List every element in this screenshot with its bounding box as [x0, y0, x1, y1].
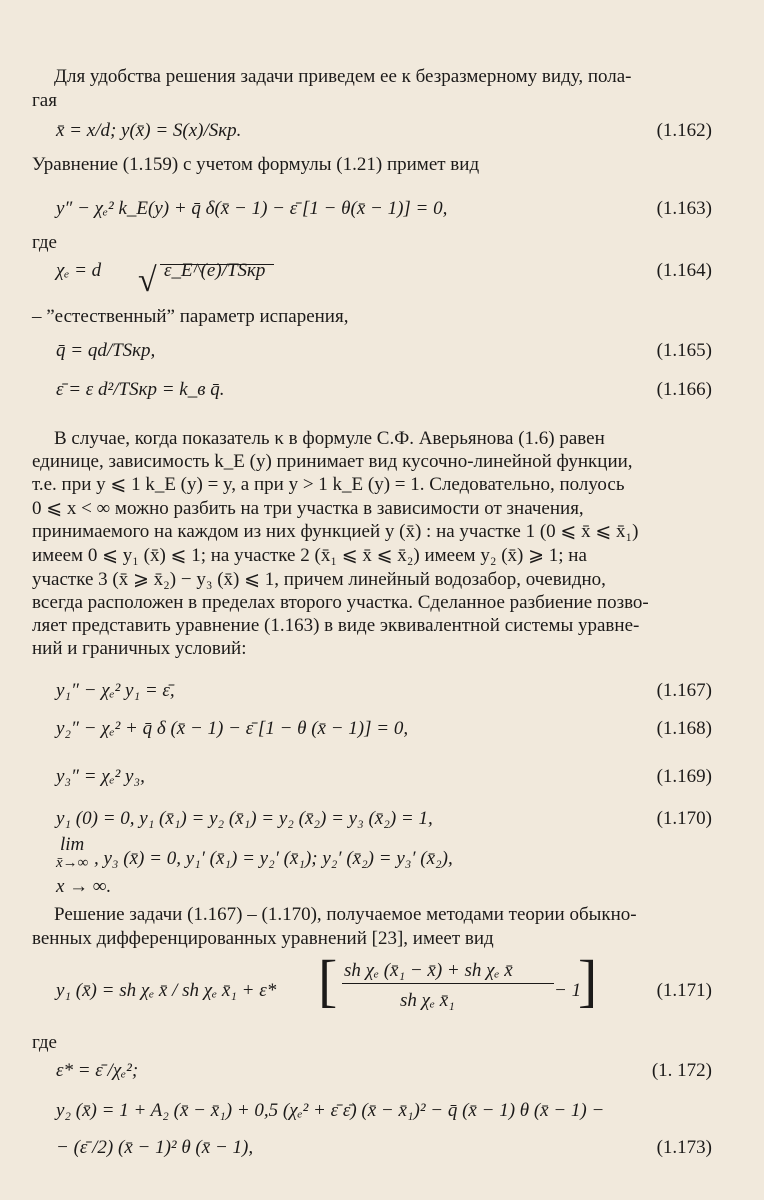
- equation-1-171: [0, 948, 764, 1024]
- formula: y₁ (x̄) = sh χₑ x̄ / sh χₑ x̄₁ + ε*: [56, 980, 277, 1001]
- formula: , y₃ (x̄) = 0, y₁′ (x̄₁) = y₂′ (x̄₁); y₂′ (x̄₂) = y₃′ (x̄₂),: [94, 848, 453, 869]
- text: Для удобства решения задачи приведем ее к безразмерному виду, пола-: [54, 66, 632, 87]
- para2-line-10: [0, 636, 764, 670]
- formula: y₁ (0) = 0, y₁ (x̄₁) = y₂ (x̄₁) = y₂ (x̄₂) = y₃ (x̄₂) = 1,: [56, 808, 433, 829]
- formula: ε̄ = ε d²/TSкр = k_в q̄.: [56, 379, 225, 400]
- equation-number: (1.166): [656, 379, 712, 400]
- solution-line-2: [0, 926, 764, 960]
- text: В случае, когда показатель κ в формуле С.Ф. Аверьянова (1.6) равен: [54, 428, 605, 449]
- text: ний и граничных условий:: [32, 638, 247, 659]
- text: ляет представить уравнение (1.163) в виде эквивалентной системы уравне-: [32, 615, 640, 636]
- equation-1-169: [0, 764, 764, 798]
- equation-number: (1.165): [656, 340, 712, 361]
- equation-1-173-line-1: [0, 1098, 764, 1132]
- equation-1-172: [0, 1058, 764, 1092]
- fraction-denominator: sh χₑ x̄₁: [400, 990, 455, 1011]
- formula: x → ∞.: [56, 876, 112, 897]
- intro-line-2: [0, 88, 764, 122]
- equation-number: (1.167): [656, 680, 712, 701]
- formula: y₂″ − χₑ² + q̄ δ (x̄ − 1) − ε̄ [1 − θ (x̄ − 1)] = 0,: [56, 718, 409, 739]
- square-root-icon: √: [138, 262, 157, 299]
- formula: y₂ (x̄) = 1 + A₂ (x̄ − x̄₁) + 0,5 (χₑ² + ε̄ ε̄) (x̄ − x̄₁)² − q̄ (x̄ − 1) θ (x̄ − 1) −: [56, 1100, 605, 1121]
- equation-1-166: [0, 377, 764, 411]
- text: где: [32, 1032, 57, 1053]
- left-bracket-icon: [: [318, 948, 338, 1013]
- equation-number: (1.170): [656, 808, 712, 829]
- formula: y₁″ − χₑ² y₁ = ε̄,: [56, 680, 175, 701]
- formula: χₑ = d: [56, 260, 102, 281]
- equation-number: (1.168): [656, 718, 712, 739]
- formula: y″ − χₑ² k_E(y) + q̄ δ(x̄ − 1) − ε̄ [1 − θ(x̄ − 1)] = 0,: [56, 198, 448, 219]
- text: участке 3 (x̄ ⩾ x̄₂) − y₃ (x̄) ⩽ 1, причем линейный водозабор, очевидно,: [32, 569, 606, 590]
- equation-number: (1.171): [656, 980, 712, 1001]
- formula: x̄ = x/d; y(x̄) = S(x)/Sкр.: [56, 120, 242, 141]
- radicand: ε_E^(e)/TSкр: [164, 260, 266, 281]
- equation-number: (1.164): [656, 260, 712, 281]
- equation-number: (1.173): [656, 1137, 712, 1158]
- right-bracket-icon: ]: [578, 948, 598, 1013]
- text: 0 ⩽ x < ∞ можно разбить на три участка в зависимости от значения,: [32, 498, 584, 519]
- text: единице, зависимость k_E (y) принимает вид кусочно-линейной функции,: [32, 451, 633, 472]
- equation-1-163: [0, 196, 764, 230]
- equation-1-167: [0, 678, 764, 712]
- text: венных дифференцированных уравнений [23], имеет вид: [32, 928, 494, 949]
- text: Уравнение (1.159) с учетом формулы (1.21) примет вид: [32, 154, 480, 175]
- text: Решение задачи (1.167) – (1.170), получаемое методами теории обыкно-: [54, 904, 637, 925]
- text: гая: [32, 90, 57, 111]
- formula-tail: − 1: [554, 980, 582, 1001]
- equation-number: (1.162): [656, 120, 712, 141]
- equation-number: (1.169): [656, 766, 712, 787]
- text: – ”естественный” параметр испарения,: [32, 306, 349, 327]
- equation-1-162: [0, 118, 764, 152]
- text: всегда расположен в пределах второго участка. Сделанное разбиение позво-: [32, 592, 649, 613]
- lim-label: lim: [60, 834, 85, 855]
- equation-1-164: [0, 258, 764, 299]
- equation-number: (1. 172): [651, 1060, 712, 1081]
- natural-parameter: [0, 304, 764, 338]
- text: где: [32, 232, 57, 253]
- text: имеем 0 ⩽ y₁ (x̄) ⩽ 1; на участке 2 (x̄₁ ⩽ x̄ ⩽ x̄₂) имеем y₂ (x̄) ⩾ 1; на: [32, 545, 587, 566]
- text-1-159: [0, 152, 764, 186]
- limit-condition: [0, 832, 764, 872]
- text: т.е. при y ⩽ 1 k_E (y) = y, а при y > 1 k_E (y) = 1. Следовательно, полуось: [32, 474, 625, 495]
- formula: q̄ = qd/TSкр,: [56, 340, 156, 361]
- formula: y₃″ = χₑ² y₃,: [56, 766, 145, 787]
- fraction-numerator: sh χₑ (x̄₁ − x̄) + sh χₑ x̄: [344, 960, 513, 981]
- formula: ε* = ε̄ /χₑ²;: [56, 1060, 139, 1081]
- equation-1-165: [0, 338, 764, 372]
- text: принимаемого на каждом из них функцией y (x̄) : на участке 1 (0 ⩽ x̄ ⩽ x̄₁): [32, 521, 639, 542]
- equation-1-173-line-2: [0, 1135, 764, 1169]
- equation-number: (1.163): [656, 198, 712, 219]
- lim-subscript: x̄→∞: [56, 855, 89, 871]
- equation-1-168: [0, 716, 764, 750]
- fraction-bar: [342, 983, 554, 984]
- formula: − (ε̄ /2) (x̄ − 1)² θ (x̄ − 1),: [56, 1137, 254, 1158]
